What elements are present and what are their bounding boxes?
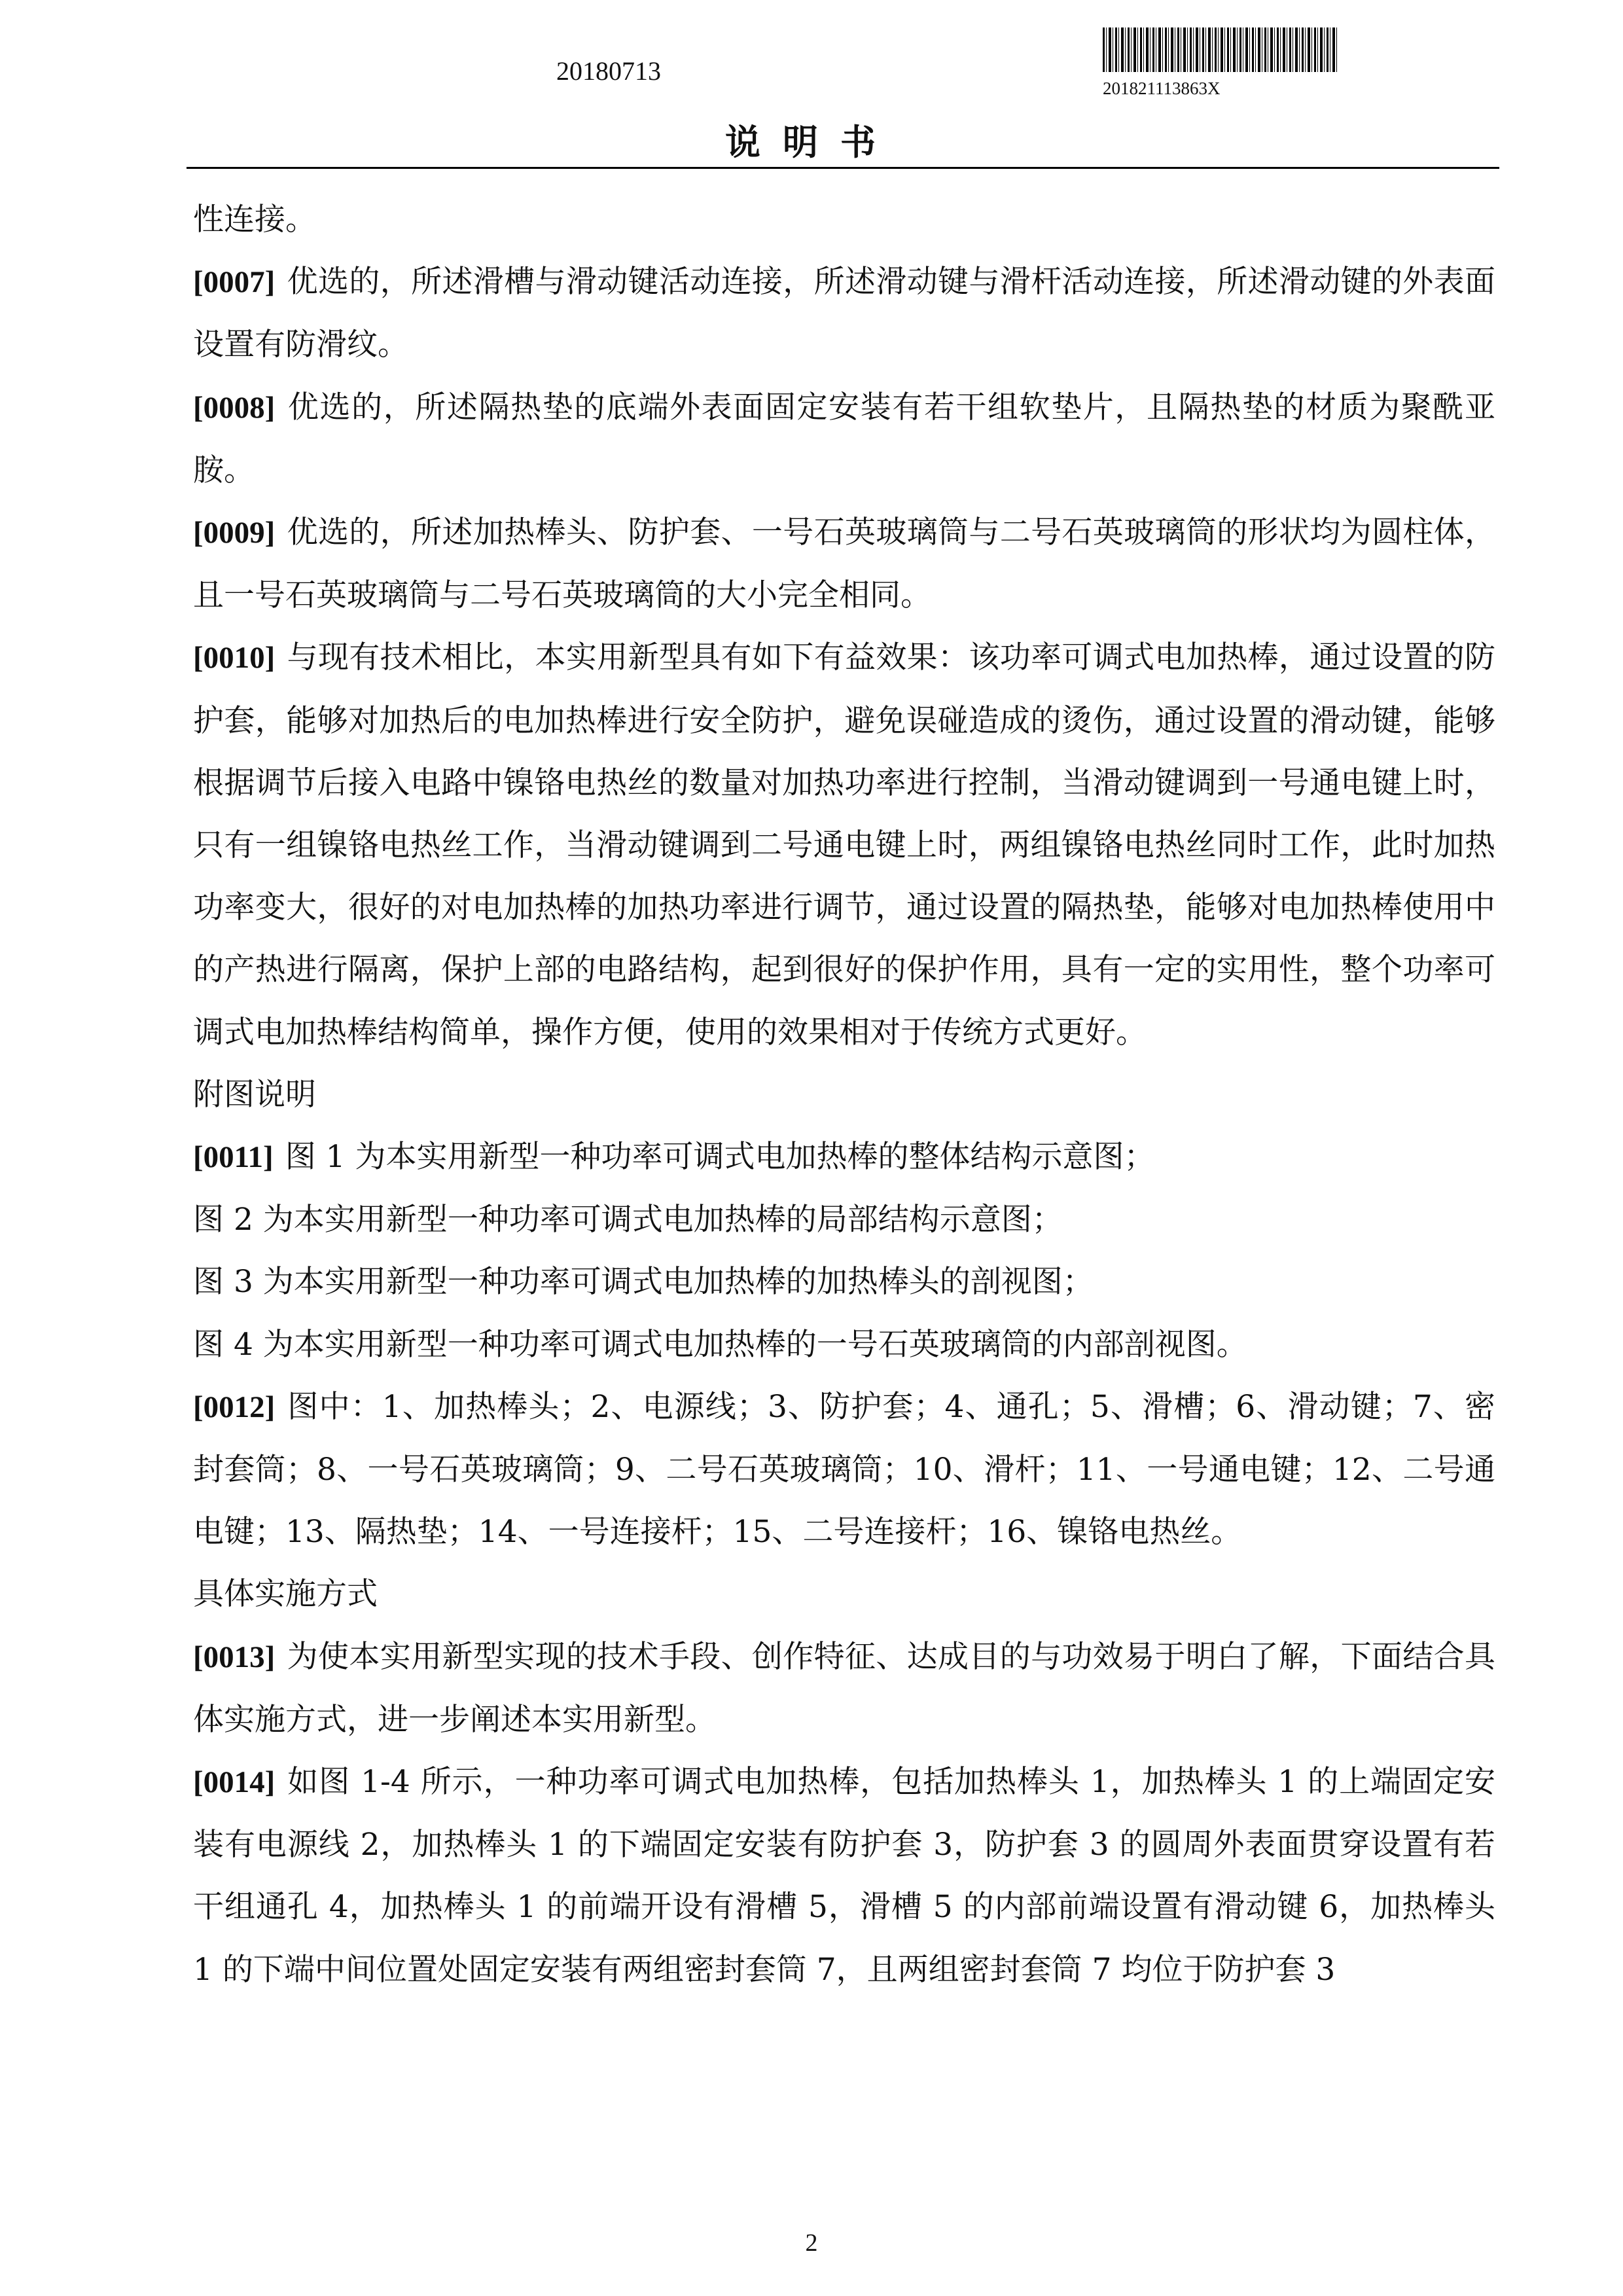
paragraph	[193, 376, 1495, 501]
heading-text: 附图说明	[193, 1076, 316, 1113]
paragraph-number: [0014]	[193, 1765, 276, 1800]
paragraph-number: [0009]	[193, 516, 276, 550]
paragraph	[193, 1376, 1495, 1564]
document-body	[193, 188, 1495, 2001]
barcode-image	[1103, 27, 1338, 72]
paragraph-number: [0010]	[193, 641, 276, 675]
paragraph	[193, 501, 1495, 626]
paragraph-text: 与现有技术相比，本实用新型具有如下有益效果：该功率可调式电加热棒，通过设置的防护套，能够对加热后的电加热棒进行安全防护，避免误碰造成的烫伤，通过设置的滑动键，能够根据调节后接入电路中镍铬电热丝的数量对加热功率进行控制，当滑动键调到一号通电键上时，只有一组镍铬电热丝工作，当滑动键调到二号通电键上时，两组镍铬电热丝同时工作，此时加热功率变大，很好的对电加热棒的加热功率进行调节，通过设置的隔热垫，能够对电加热棒使用中的产热进行隔离，保护上部的电路结构，起到很好的保护作用，具有一定的实用性，整个功率可调式电加热棒结构简单，操作方便，使用的效果相对于传统方式更好。	[193, 639, 1495, 1050]
paragraph-number: [0011]	[193, 1140, 274, 1175]
paragraph-text: 图 1 为本实用新型一种功率可调式电加热棒的整体结构示意图；	[285, 1139, 1155, 1175]
paragraph-text: 图 4 为本实用新型一种功率可调式电加热棒的一号石英玻璃筒的内部剖视图。	[193, 1326, 1247, 1363]
paragraph-text: 如图 1-4 所示，一种功率可调式电加热棒，包括加热棒头 1，加热棒头 1 的上端固定安装有电源线 2，加热棒头 1 的下端固定安装有防护套 3，防护套 3 的圆周外表面贯穿设置有若干组通孔 4，加热棒头 1 的前端开设有滑槽 5，滑槽 5 的内部前端设置有滑动键 6，加热棒头 1 的下端中间位置处固定安装有两组密封套筒 7，且两组密封套筒 7 均位于防护套 3	[193, 1764, 1495, 1988]
paragraph	[193, 1751, 1495, 2001]
paragraph	[193, 188, 1495, 251]
paragraph	[193, 1314, 1495, 1376]
paragraph-number: [0008]	[193, 390, 276, 425]
application-number: 201821113863X	[1103, 79, 1221, 98]
paragraph-text: 优选的，所述滑槽与滑动键活动连接，所述滑动键与滑杆活动连接，所述滑动键的外表面设置有防滑纹。	[193, 264, 1495, 363]
document-title: 说明书	[725, 121, 898, 163]
paragraph	[193, 1251, 1495, 1313]
header-divider	[187, 167, 1499, 169]
page-number: 2	[805, 2229, 818, 2257]
paragraph-text: 优选的，所述隔热垫的底端外表面固定安装有若干组软垫片，且隔热垫的材质为聚酰亚胺。	[193, 389, 1495, 488]
paragraph	[193, 626, 1495, 1063]
paragraph	[193, 1126, 1495, 1189]
paragraph	[193, 1189, 1495, 1251]
section-heading	[193, 1563, 1495, 1625]
section-heading	[193, 1064, 1495, 1126]
paragraph	[193, 251, 1495, 376]
paragraph-text: 图 2 为本实用新型一种功率可调式电加热棒的局部结构示意图；	[193, 1202, 1063, 1238]
paragraph-text: 图 3 为本实用新型一种功率可调式电加热棒的加热棒头的剖视图；	[193, 1264, 1094, 1300]
paragraph-number: [0012]	[193, 1390, 276, 1424]
paragraph-text: 性连接。	[193, 202, 316, 238]
paragraph-text: 为使本实用新型实现的技术手段、创作特征、达成目的与功效易于明白了解，下面结合具体实施方式，进一步阐述本实用新型。	[193, 1638, 1495, 1738]
heading-text: 具体实施方式	[193, 1576, 378, 1613]
paragraph-number: [0007]	[193, 265, 276, 300]
paragraph-text: 图中：1、加热棒头；2、电源线；3、防护套；4、通孔；5、滑槽；6、滑动键；7、密封套筒；8、一号石英玻璃筒；9、二号石英玻璃筒；10、滑杆；11、一号通电键；12、二号通电键；13、隔热垫；14、一号连接杆；15、二号连接杆；16、镍铬电热丝。	[193, 1388, 1495, 1551]
paragraph-text: 优选的，所述加热棒头、防护套、一号石英玻璃筒与二号石英玻璃筒的形状均为圆柱体，且一号石英玻璃筒与二号石英玻璃筒的大小完全相同。	[193, 514, 1495, 614]
header-date: 20180713	[556, 56, 661, 86]
paragraph	[193, 1626, 1495, 1751]
paragraph-number: [0013]	[193, 1640, 276, 1674]
